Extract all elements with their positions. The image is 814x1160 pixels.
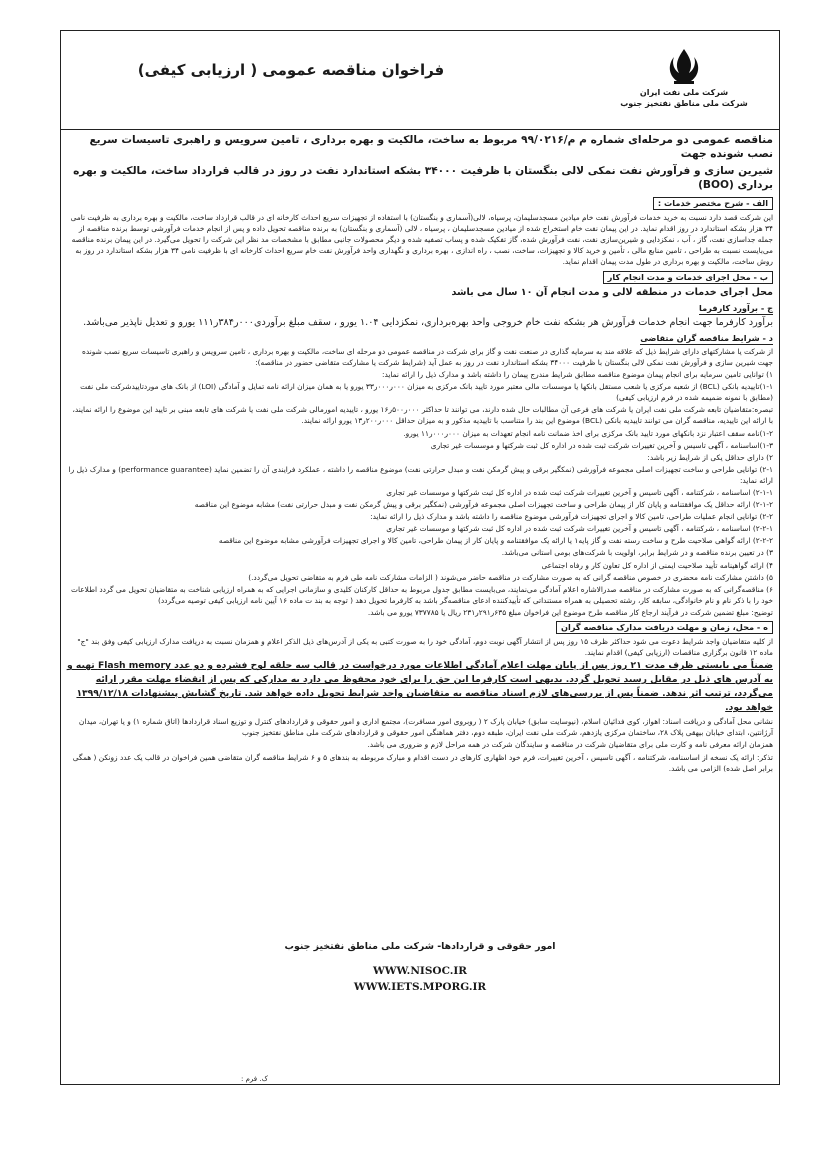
section-c-title: ج - برآورد کارفرما <box>699 303 773 315</box>
condition-item: ۲-۱-۱) اساسنامه ، شرکتنامه ، آگهی تاسیس و آخرین تغییرات شرکت ثبت شده در اداره کل ثبت شرکتها و موسسات غیر تجاری <box>386 487 773 497</box>
website-link-nisoc[interactable]: WWW.NISOC.IR <box>372 965 468 977</box>
section-e-highlight: ضمناً می بایستی ظرف مدت ۲۱ روز پس از پایان مهلت اعلام آمادگی اطلاعات مورد درخواست در قالب سه حلقه لوح فشرده و دو عدد Flash memory تهیه و به آدرس های ذیل در مقابل رسید تحویل گردد. بدیهی است کارفرما این حق را برای خود محفوظ می دارد به مدارکی که پس از انقضاء مهلت مقرر ارائه می‌گردد، ترتیب اثر ندهد. ضمناً پس از بررسی‌های لازم اسناد مناقصه به متقاضیان واجد شرایط تحویل داده خواهد شد. تاریخ گشایش پیشنهادات ۱۳۹۹/۱۲/۱۸ خواهد بود. <box>66 660 773 714</box>
section-b-text: محل اجرای خدمات در منطقه لالی و مدت انجام آن ۱۰ سال می باشد <box>451 286 773 298</box>
condition-item: تبصره:متقاضیان تابعه شرکت ملی نفت ایران یا شرکت های فرعی آن مطالبات حال شده دارند، می توانند تا حداکثر ۰۰۰ر۵۰۰ر۱۶ یورو ، تاییدیه امورمالی شرکت ملی نفت یا شرکت های تابعه مبنی بر تایید این موضوع را ارائه نمایند، با ارائه این تاییدیه، مناقصه گران می توانند تاییدیه بانکی (BCL) موضوع این بند را متناسب با تاییدیه مذکور و به میزان حداقل ۰۰۰ر۲۰۰ر۱۳ یورو ارائه نمایند. <box>72 405 773 426</box>
company-subname: شرکت ملی مناطق نفتخیز جنوب <box>620 99 748 108</box>
condition-item: ۴) ارائه گواهینامه تأیید صلاحیت ایمنی از اداره کل تعاون کار و رفاه اجتماعی <box>541 560 773 570</box>
company-logo <box>609 45 759 109</box>
condition-item: ۱) توانایی تامین سرمایه برای انجام پیمان موضوع مناقصه مطابق شرایط مندرج پیمان را داشته باشد و مدارک ذیل را ارائه نماید: <box>381 370 773 380</box>
section-d-items <box>67 369 773 606</box>
condition-item: ۳) در تعیین برنده مناقصه و در شرایط برابر، اولویت با شرکت‌های بومی استانی می‌باشد. <box>501 548 773 558</box>
page-title: فراخوان مناقصه عمومی ( ارزیابی کیفی) <box>137 61 445 79</box>
section-e-text: از کلیه متقاضیان واجد شرایط دعوت می شود حداکثر ظرف ۱۵ روز پس از انتشار آگهی نوبت دوم، آمادگی خود را به صورت کتبی به یکی از آدرس‌های ذیل الذکر اعلام و همزمان نسبت به دریافت مدارک ارزیابی کیفی وفق بند "ج" ماده ۱۲ قانون برگزاری مناقصات (ارزیابی کیفی) اقدام نمایند. <box>77 637 773 658</box>
company-name: شرکت ملی نفت ایران <box>639 88 729 97</box>
condition-item: ۲-۲-۲) ارائه گواهی صلاحیت طرح و ساخت رسته نفت و گاز پایه۱ یا ارائه یک موافقتنامه و پایان کار از پیمان طراحی، تامین کالا و اجرای تجهیزات فرآورشی مشابه موضوع این مناقصه <box>218 536 773 546</box>
tender-headline-2: شیرین سازی و فرآورش نفت نمکی لالی بنگستان با ظرفیت ۳۴۰۰۰ بشکه استاندارد نفت در روز در قالب قرارداد ساخت، مالکیت و بهره برداری (BOO) <box>73 165 773 191</box>
nioc-flame-icon <box>663 45 705 87</box>
condition-item: ۲-۱) توانایی طراحی و ساخت تجهیزات اصلی مجموعه فرآورشی (نمکگیر برقی و پیش گرمکن نفت و مبدل حرارتی نفت) موضوع مناقصه را داشته ، عملکرد فرایندی آن را تضمین نماید (performance guarantee) و مدارک ذیل را ارائه نماید: <box>68 464 773 485</box>
condition-item: ۲-۲) توانایی انجام عملیات طراحی، تامین کالا و اجرای تجهیزات فرآورشی موضوع مناقصه را داشته باشد و مدارک ذیل را ارائه نماید: <box>370 512 773 522</box>
section-d-title: د - شرایط مناقصه گران متقاضی <box>640 333 773 345</box>
tender-headline-1: مناقصه عمومی دو مرحله‌ای شماره م م/۹۹/۰۲۱۶ مربوط به ساخت، مالکیت و بهره برداری ، تامین سرویس و راهبری تاسیسات سریع نصب شونده جهت <box>89 134 773 160</box>
condition-item: ۱-۱)تاییدیه بانکی (BCL) از شعبه مرکزی یا شعب مستقل بانکها یا موسسات مالی معتبر مورد تایید بانک مرکزی به میزان ۰۰۰ر۰۰۰ر۳۳ یورو یا به همان میزان ارائه نامه تمایل و آمادگی (LOI) از بانک های موردتاییدشرکت ملی نفت (مطابق با نمونه ضمیمه شده در فرم ارزیابی کیفی) <box>80 382 773 403</box>
section-e-title: ه - محل، زمان و مهلت دریافت مدارک مناقصه گران <box>556 621 773 634</box>
footer-signature: امور حقوقی و قراردادها- شرکت ملی مناطق نفتخیز جنوب <box>284 941 556 952</box>
form-code-label: ک. فرم : <box>241 1075 268 1083</box>
condition-item: ۵) داشتن مشارکت نامه محضری در خصوص مناقصه گرانی که به صورت مشارکت در مناقصه حاضر می‌شوند ( الزامات مشارکت نامه طی فرم به متقاضی تحویل می‌گردد.) <box>248 572 773 582</box>
document-body <box>67 133 773 775</box>
section-d-note: توضیح: مبلغ تضمین شرکت در فرآیند ارجاع کار مناقصه طرح موضوع این فراخوان مبلغ ۶۳۵ر۲۹۱ر۲۳۱ ریال یا ۷۳۷۷۸۵ یورو می باشد. <box>367 607 773 617</box>
website-link-iets[interactable]: WWW.IETS.MPORG.IR <box>353 981 487 993</box>
section-e-address: نشانی محل آمادگی و دریافت اسناد: اهواز، کوی فدائیان اسلام، (نیوسایت سابق) خیابان پارک ۲ ( روبروی امور مسافرت)، مجتمع اداری و امور حقوقی و قراردادهای کنترل و توزیع اسناد قراردادها (اتاق شماره ۱) و یا تهران، میدان آرژانتین، ابتدای خیابان بیهقی پلاک ۲۸، ساختمان مرکزی یازدهم، شرکت ملی نفت ایران، طبقه دوم، دفتر هماهنگی امور حقوقی و قراردادهای شرکت ملی مناطق نفتخیز جنوب <box>78 717 773 738</box>
condition-item: ۱-۳)اساسنامه ، آگهی تاسیس و آخرین تغییرات شرکت ثبت شده در اداره کل ثبت شرکتها و موسسات غیر تجاری <box>430 440 773 450</box>
section-d-intro: از شرکت یا مشارکتهای دارای شرایط ذیل که علاقه مند به سرمایه گذاری در صنعت نفت و گاز برای شرکت در مناقصه عمومی دو مرحله ای ساخت، مالکیت و بهره برداری ، تامین سرویس و راهبری تاسیسات سریع نصب شونده جهت شیرین سازی و فرآورش نفت نمکی لالی بنگستان با ظرفیت ۳۴۰۰۰ بشکه استاندارد نفت در روز به عمل آید (شرایط شرکت یا مشارکت متقاضی حضور در مناقصه): <box>82 346 773 367</box>
document-page <box>60 30 780 1085</box>
section-a-text: این شرکت قصد دارد نسبت به خرید خدمات فرآورش نفت خام میادین مسجدسلیمان، پرسیاه، لالی(آسماری و بنگستان) با استفاده از تجهیزات سریع احداث کارخانه ای در قالب قرارداد ساخت، مالکیت و بهره برداری به ظرفیت نامی ۳۴ هزار بشکه استاندارد در روز اقدام نماید. در این پیمان نفت خام استخراج شده از میادین مسجدسلیمان ، پرسیاه ، لالی (آسماری و بنگستان) به برنده مناقصه تحویل داده و پس از انجام خدمات فرآورشی توسط برنده مناقصه از جمله جداسازی نفت، گاز ، آب ، نمکزدایی و شیرین‌سازی نفت، نفت فرآورش شده، گاز تفکیک شده و پساب تصفیه شده و دیگر محصولات جانبی مطابق با مشخصات مد نظر این شرکت را تحویل می‌گیرد. در این پیمان برنده مناقصه می‌بایست نسبت به طراحی ، تامین منابع مالی ، تأمین و خرید کالا و تجهیزات، ساخت، نصب ، راه اندازی ، بهره برداری و نگهداری واحد فرآورش نفت خام سریع احداث کارخانه ای با ظرفیت نامی ۳۴ هزار بشکه استاندارد در روز به روش ساخت، مالکیت و بهره برداری در طول مدت پیمان اقدام نماید. <box>70 213 773 267</box>
section-c-text: برآورد کارفرما جهت انجام خدمات فرآورش هر بشکه نفت خام خروجی واحد بهره‌برداری، نمکزدایی ۱.۰۴ یورو ، سقف مبلغ برآوردی۰۰۰ر۳۸۴ر۱۱۱ یورو و تعدیل ناپذیر می‌باشد. <box>83 316 773 328</box>
condition-item: ۲) دارای حداقل یکی از شرایط زیر باشد: <box>647 452 773 462</box>
document-header <box>61 31 779 130</box>
condition-item: ۱-۲)نامه سقف اعتبار نزد بانکهای مورد تایید بانک مرکزی برای اخذ ضمانت نامه انجام تعهدات به میزان ۰۰۰ر۰۰۰ر۱۱ یورو. <box>403 428 773 438</box>
section-b-title: ب - محل اجرای خدمات و مدت انجام کار <box>603 271 773 284</box>
section-a-title: الف - شرح مختصر خدمات : <box>653 197 773 210</box>
section-e-note-1: همزمان ارائه معرفی نامه و کارت ملی برای متقاضیان شرکت در مناقصه و سایندگان شرکت در همه مراحل لازم و ضروری می باشد. <box>367 740 773 750</box>
section-e-note-2: تذکر: ارائه یک نسخه از اساسنامه، شرکتنامه ، آگهی تاسیس ، آخرین تغییرات، فرم خود اظهاری کارهای در دست اقدام و مبارک مربوطه به بندهای ۵ و ۶ شرایط مناقصه گران متقاضی همین فراخوان در قالب یک عدد زونکن ( همگی برابر اصل شده) الزامی می باشد. <box>72 752 773 773</box>
condition-item: ۲-۱-۲) ارائه حداقل یک موافقتنامه و پایان کار از پیمان طراحی و ساخت تجهیزات اصلی مجموعه فرآورشی (نمکگیر برقی و پیش گرمکن نفت و مبدل حرارتی نفت) مشابه موضوع این مناقصه <box>194 500 773 510</box>
condition-item: ۶) مناقصه‌گرانی که به صورت مشارکت در مناقصه صدرالاشاره اعلام آمادگی می‌نمایند، می‌بایست مطابق جدول مربوط به حداقل کارکنان کلیدی و سازمانی اجرایی که به همراه ارزیابی شناخت به متقاضیان تحویل می گردد اطلاعات خود را با ذکر نام و نام خانوادگی، سابقه کار، رشته تحصیلی به همراه مستنداتی که تأییدکننده ادعای مناقصه‌گر باشد به کارفرما تحویل دهد ( توجه به بند ت ماده ۱۶ آیین نامه ارزیابی کیفی توصیه می‌گردد) <box>71 584 773 605</box>
condition-item: ۲-۲-۱) اساسنامه ، شرکتنامه ، آگهی تاسیس و آخرین تغییرات شرکت ثبت شده در اداره کل ثبت شرکتها و موسسات غیر تجاری <box>386 524 773 534</box>
